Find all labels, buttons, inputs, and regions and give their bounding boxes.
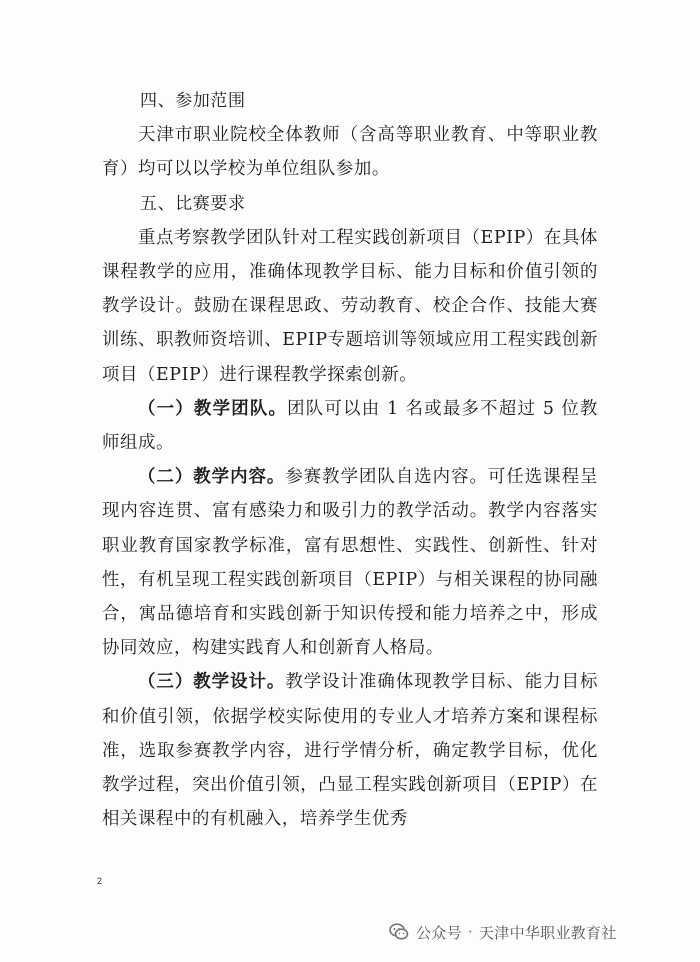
wechat-watermark	[388, 920, 617, 944]
section-5-intro: 重点考察教学团队针对工程实践创新项目（EPIP）在具体课程教学的应用，准确体现教学目标、能力目标和价值引领的教学设计。鼓励在课程思政、劳动教育、校企合作、技能大赛训练、职教师资培训、EPIP专题培训等领域应用工程实践创新项目（EPIP）进行课程教学探索创新。	[102, 227, 598, 385]
item-text: 参赛教学团队自选内容。可任选课程呈现内容连贯、富有感染力和吸引力的教学活动。教学内容落实职业教育国家教学标准，富有思想性、实践性、创新性、针对性，有机呈现工程实践创新项目（EPIP）与相关课程的协同融合，寓品德培育和实践创新于知识传授和能力培养之中，形成协同效应，构建实践育人和创新育人格局。	[102, 467, 598, 659]
item-text: 团队可以由 1 名或最多不超过 5 位教师组成。	[102, 398, 598, 454]
item-title: （三）教学设计。	[138, 672, 286, 693]
section-4-body: 天津市职业院校全体教师（含高等职业教育、中等职业教育）均可以以学校为单位组队参加。	[102, 125, 598, 180]
watermark-account-name: 天津中华职业教育社	[478, 923, 617, 942]
item-teaching-content	[102, 460, 598, 665]
section-4-heading: 四、参加范围	[140, 91, 246, 111]
wechat-icon	[388, 921, 410, 943]
section-5-heading: 五、比赛要求	[140, 193, 246, 214]
item-text: 教学设计准确体现教学目标、能力目标和价值引领，依据学校实际使用的专业人才培养方案和课程标准，选取参赛教学内容，进行学情分析，确定教学目标，优化教学过程，突出价值引领，凸显工程实践创新项目（EPIP）在相关课程中的有机融入，培养学生优秀	[102, 672, 598, 830]
item-title: （二）教学内容。	[138, 467, 286, 488]
item-teaching-design	[102, 665, 598, 836]
watermark-separator: ·	[467, 923, 473, 941]
watermark-label: 公众号	[416, 923, 462, 942]
item-title: （一）教学团队。	[138, 398, 288, 419]
item-teaching-team	[102, 392, 598, 460]
page-number: 2	[97, 876, 103, 886]
document-body	[102, 84, 598, 836]
